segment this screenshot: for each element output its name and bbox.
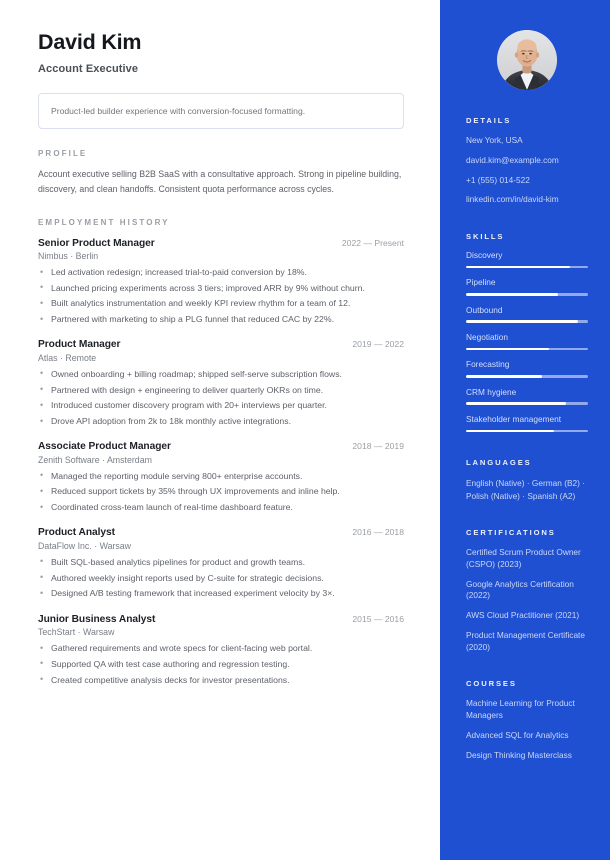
employment-entry-header: [38, 441, 404, 452]
section-heading-languages: LANGUAGES: [466, 458, 532, 468]
list-item: • Partnered with design + engineering to deliver quarterly OKRs on time.: [38, 384, 404, 397]
employment-role: Associate Product Manager: [38, 441, 171, 453]
employment-dates: 2022 — Present: [341, 237, 404, 248]
skill-label: Discovery: [466, 250, 503, 261]
summary-callout-text: Product-led builder experience with conversion-focused formatting.: [51, 105, 306, 116]
skill-item: [466, 387, 588, 405]
list-item: • Built analytics instrumentation and weekly KPI review rhythm for a team of 12.: [38, 297, 404, 310]
employment-entry: [38, 339, 404, 428]
detail-item[interactable]: linkedin.com/in/david-kim: [466, 194, 559, 205]
employment-entry: [38, 614, 404, 687]
employment-company-location: Atlas · Remote: [38, 352, 97, 363]
skill-label: Pipeline: [466, 277, 496, 288]
skill-level-fill: [466, 402, 566, 405]
employment-entry-header: [38, 527, 404, 538]
list-item: • Reduced support tickets by 35% through UX improvements and inline help.: [38, 485, 404, 498]
skill-level-track: [466, 402, 588, 405]
headline-job-title: Account Executive: [38, 62, 139, 75]
skill-level-track: [466, 375, 588, 378]
avatar: [497, 30, 557, 90]
list-item: • Supported QA with test case authoring and regression testing.: [38, 658, 404, 671]
employment-bullet-list: [38, 642, 404, 687]
list-item: • Led activation redesign; increased trial-to-paid conversion by 18%.: [38, 266, 404, 279]
skill-level-track: [466, 266, 588, 269]
skill-level-fill: [466, 320, 578, 323]
list-item: • Partnered with marketing to ship a PLG funnel that reduced CAC by 22%.: [38, 313, 404, 326]
skills-list: [466, 250, 588, 432]
employment-company-location: DataFlow Inc. · Warsaw: [38, 540, 132, 551]
employment-company-location: Nimbus · Berlin: [38, 251, 99, 261]
employment-role: Senior Product Manager: [38, 237, 155, 249]
skill-level-track: [466, 430, 588, 433]
employment-bullet-list: [38, 266, 404, 326]
list-item: • Created competitive analysis decks for investor presentations.: [38, 674, 404, 687]
skill-label: Forecasting: [466, 359, 510, 370]
course-item: Design Thinking Masterclass: [466, 749, 572, 760]
employment-dates: 2016 — 2018: [352, 527, 404, 538]
employment-company-location: TechStart · Warsaw: [38, 627, 115, 638]
skill-level-fill: [466, 348, 549, 351]
course-item: Machine Learning for Product Managers: [466, 698, 575, 721]
employment-role: Product Manager: [38, 339, 121, 351]
employment-entry-header: [38, 238, 404, 249]
certification-item: AWS Cloud Practitioner (2021): [466, 610, 580, 621]
employment-role: Junior Business Analyst: [38, 613, 156, 625]
resume-sidebar: [440, 0, 610, 860]
page-title: David Kim: [38, 30, 142, 54]
summary-callout-box: [38, 93, 404, 129]
skill-level-fill: [466, 430, 554, 433]
skill-level-track: [466, 293, 588, 296]
skill-label: Negotiation: [466, 331, 508, 342]
certifications-list: [466, 547, 588, 653]
employment-entry: [38, 238, 404, 327]
skill-item: [466, 305, 588, 323]
skill-item: [466, 277, 588, 295]
employment-dates: 2015 — 2016: [352, 613, 404, 624]
profile-body-text: Account executive selling B2B SaaS with a consultative approach. Strong in pipeline building, discovery, and clean handoffs. Consistent quota performance across cycles.: [38, 169, 402, 195]
employment-company-location: Zenith Software · Amsterdam: [38, 454, 152, 465]
certification-item: Certified Scrum Product Owner (CSPO) (2023): [466, 546, 581, 569]
list-item: • Built SQL-based analytics pipelines for product and growth teams.: [38, 556, 404, 569]
employment-entry: [38, 527, 404, 600]
list-item: • Owned onboarding + billing roadmap; shipped self-serve subscription flows.: [38, 368, 404, 381]
section-heading-skills: SKILLS: [466, 232, 505, 242]
list-item: • Designed A/B testing framework that increased experiment velocity by 3×.: [38, 587, 404, 600]
certification-item: Product Management Certificate (2020): [466, 629, 585, 652]
employment-bullet-list: [38, 368, 404, 428]
skill-level-track: [466, 320, 588, 323]
list-item: • Launched pricing experiments across 3 tiers; improved ARR by 9% without churn.: [38, 282, 404, 295]
section-heading-certifications: CERTIFICATIONS: [466, 527, 556, 537]
skill-label: Stakeholder management: [466, 413, 562, 424]
employment-entry-header: [38, 339, 404, 350]
courses-list: [466, 698, 588, 761]
list-item: • Gathered requirements and wrote specs for client-facing web portal.: [38, 642, 404, 655]
section-heading-details: DETAILS: [466, 116, 512, 125]
skill-item: [466, 414, 588, 432]
skill-item: [466, 332, 588, 350]
employment-bullet-list: [38, 470, 404, 515]
list-item: • Managed the reporting module serving 800+ enterprise accounts.: [38, 470, 404, 483]
section-heading-employment: EMPLOYMENT HISTORY: [38, 217, 170, 227]
employment-dates: 2018 — 2019: [352, 441, 404, 452]
portrait-photo-icon: [497, 30, 557, 90]
skill-item: [466, 250, 588, 268]
list-item: • Coordinated cross-team launch of real-time dashboard feature.: [38, 501, 404, 514]
languages-text: English (Native) · German (B2) · Polish (Native) · Spanish (A2): [466, 478, 585, 501]
detail-item: New York, USA: [466, 135, 523, 145]
skill-label: CRM hygiene: [466, 386, 517, 397]
employment-role: Product Analyst: [38, 527, 115, 539]
detail-item[interactable]: david.kim@example.com: [466, 154, 559, 165]
certification-item: Google Analytics Certification (2022): [466, 578, 574, 601]
list-item: • Authored weekly insight reports used by C-suite for strategic decisions.: [38, 572, 404, 585]
section-heading-courses: COURSES: [466, 679, 517, 689]
list-item: • Introduced customer discovery program with 20+ interviews per quarter.: [38, 399, 404, 412]
skill-item: [466, 359, 588, 377]
skill-level-fill: [466, 266, 570, 269]
section-heading-profile: PROFILE: [38, 149, 88, 159]
skill-label: Outbound: [466, 304, 503, 315]
skill-level-fill: [466, 293, 558, 296]
employment-list: [38, 238, 404, 687]
skill-level-track: [466, 348, 588, 351]
list-item: • Drove API adoption from 2k to 18k monthly active integrations.: [38, 415, 404, 428]
employment-dates: 2019 — 2022: [352, 339, 404, 350]
employment-bullet-list: [38, 556, 404, 601]
course-item: Advanced SQL for Analytics: [466, 730, 569, 740]
skill-level-fill: [466, 375, 542, 378]
details-list: [466, 135, 588, 206]
employment-entry: [38, 441, 404, 514]
detail-item[interactable]: +1 (555) 014-522: [466, 174, 530, 185]
employment-entry-header: [38, 614, 404, 625]
